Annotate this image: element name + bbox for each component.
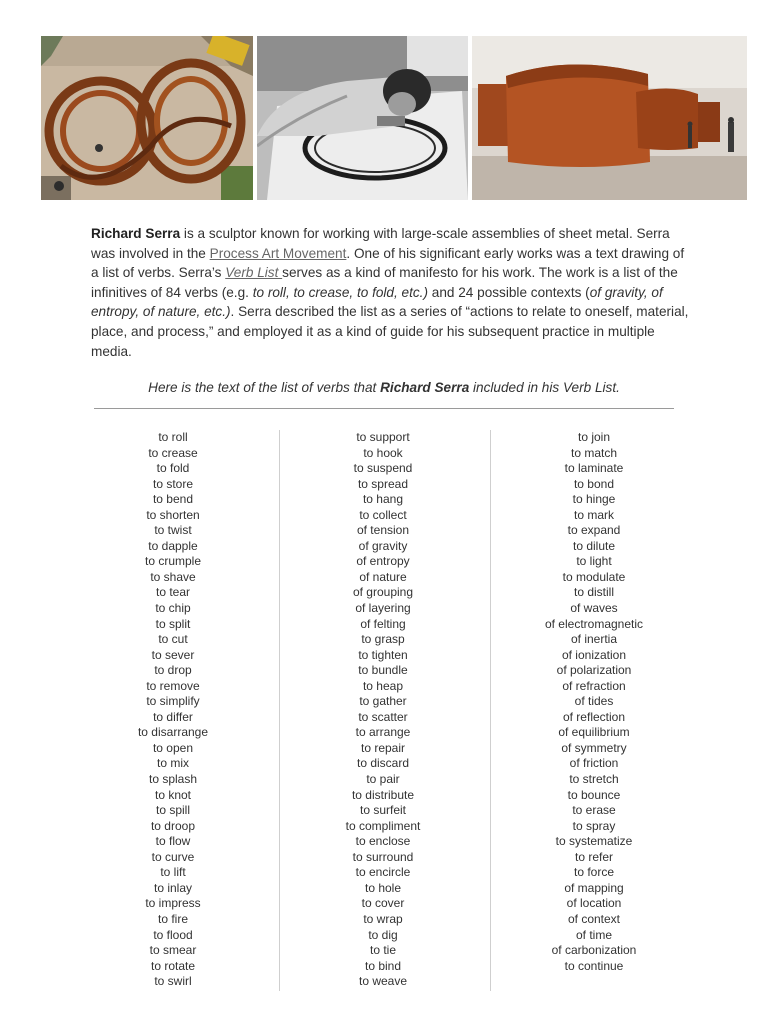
column-divider-2 — [490, 430, 491, 991]
verb-item: of equilibrium — [558, 725, 630, 740]
verb-item: to disarrange — [137, 725, 209, 740]
verb-item: to refer — [574, 849, 613, 864]
verb-item: to droop — [150, 818, 196, 833]
verb-item: to mix — [156, 756, 189, 771]
verb-item: to laminate — [564, 461, 624, 476]
artist-drawing-photo — [257, 36, 468, 200]
intro-text-5: . Serra described the list as a series of “actions to relate to oneself, material, place, and process,” and employed it as a kind of guide for his subsequent practice in multiple media. — [91, 304, 689, 359]
verb-item: of layering — [355, 601, 411, 616]
verb-item: to erase — [572, 803, 616, 818]
intro-text-4: and 24 possible contexts ( — [428, 284, 590, 300]
verb-item: to dilute — [572, 538, 616, 553]
verb-item: to hole — [364, 880, 402, 895]
verb-item: to spray — [572, 818, 616, 833]
verb-item: to fire — [157, 911, 188, 926]
verb-item: to spread — [357, 476, 409, 491]
verb-item: to rotate — [150, 958, 196, 973]
caption-text-post: included in his Verb List. — [469, 380, 620, 395]
caption-text-pre: Here is the text of the list of verbs that — [148, 380, 381, 395]
verb-item: of felting — [360, 616, 406, 631]
verb-list-link[interactable]: Verb List — [225, 265, 283, 281]
verb-item: to sever — [151, 647, 195, 662]
caption-artist-name: Richard Serra — [380, 380, 470, 395]
verb-item: of friction — [569, 756, 619, 771]
verb-item: to light — [576, 554, 612, 569]
verb-item: to open — [152, 740, 194, 755]
verb-item: of entropy — [356, 554, 410, 569]
verb-item: to encircle — [355, 865, 411, 880]
verb-item: to bounce — [567, 787, 621, 802]
verb-item: of polarization — [556, 663, 632, 678]
verb-item: to twist — [154, 523, 192, 538]
verb-item: of refraction — [562, 678, 626, 693]
verb-item: to flood — [153, 927, 193, 942]
verb-item: to simplify — [146, 694, 200, 709]
verb-item: to impress — [145, 896, 201, 911]
verb-item: of symmetry — [561, 740, 627, 755]
verb-item: to shave — [150, 569, 196, 584]
photo-strip — [41, 36, 747, 200]
verb-item: to gather — [359, 694, 407, 709]
verb-item: of carbonization — [551, 943, 637, 958]
verb-item: to roll — [158, 430, 188, 444]
verb-item: to repair — [360, 740, 406, 755]
verb-item: to lift — [160, 865, 186, 880]
verb-item: to surfeit — [359, 803, 407, 818]
verb-item: to store — [152, 476, 194, 491]
verb-item: of tension — [356, 523, 410, 538]
verb-item: to drop — [154, 663, 192, 678]
verb-item: to swirl — [154, 974, 192, 989]
verb-item: to collect — [359, 507, 407, 522]
verb-item: to systematize — [555, 834, 633, 849]
verb-item: to crumple — [144, 554, 202, 569]
verb-item: of location — [566, 896, 622, 911]
intro-italic-contexts: of gravity, of entropy, of nature, etc.) — [91, 284, 663, 320]
verb-item: to modulate — [562, 569, 626, 584]
verb-item: to flow — [155, 834, 191, 849]
verb-item: to bind — [364, 958, 402, 973]
artist-name: Richard Serra — [91, 226, 181, 241]
verb-item: to mark — [573, 507, 614, 522]
column-divider-1 — [279, 430, 280, 991]
intro-text-2: . One of his significant early works was a text drawing of a list of verbs. Serra’s — [91, 245, 685, 281]
verb-item: to suspend — [353, 461, 413, 476]
verb-item: to bond — [573, 476, 615, 491]
verb-item: to expand — [567, 523, 621, 538]
verb-item: to compliment — [345, 818, 421, 833]
verb-item: to surround — [352, 849, 414, 864]
steel-sculpture-aerial-photo — [41, 36, 253, 200]
verb-item: to support — [356, 430, 410, 444]
verb-item: to match — [570, 445, 618, 460]
verb-item: to crease — [148, 445, 198, 460]
intro-text-3: serves as a kind of manifesto for his work. The work is a list of the infinitives of 84 verbs (e.g. — [91, 265, 678, 300]
verb-item: to enclose — [355, 834, 411, 849]
verb-item: of tides — [574, 694, 614, 709]
verb-item: to scatter — [358, 709, 408, 724]
horizontal-divider — [94, 408, 674, 409]
verb-item: of mapping — [564, 880, 624, 895]
verb-item: to cut — [158, 632, 188, 647]
verb-item: of electromagnetic — [544, 616, 644, 631]
verb-item: to distribute — [351, 787, 415, 802]
verb-item: to discard — [356, 756, 410, 771]
verb-item: to stretch — [569, 772, 619, 787]
intro-text-1: is a sculptor known for working with large-scale assemblies of sheet metal. Serra was involved in the — [91, 226, 670, 261]
verb-item: to cover — [361, 896, 405, 911]
verb-item: to heap — [362, 678, 404, 693]
process-art-movement-link[interactable]: Process Art Movement — [209, 245, 347, 261]
verb-item: to smear — [149, 943, 197, 958]
verb-item: to shorten — [146, 507, 200, 522]
verb-item: to tear — [155, 585, 191, 600]
verb-item: to force — [573, 865, 615, 880]
verb-item: to tighten — [358, 647, 408, 662]
verb-item: to distill — [573, 585, 614, 600]
verb-item: to bundle — [358, 663, 408, 678]
verb-item: to continue — [564, 958, 624, 973]
verb-item: to weave — [358, 974, 408, 989]
verb-column-1 — [78, 430, 268, 990]
verb-item: to inlay — [153, 880, 193, 895]
verb-column-2 — [288, 430, 478, 990]
verb-item: of time — [575, 927, 612, 942]
verb-item: to spill — [155, 803, 190, 818]
verb-item: of ionization — [561, 647, 627, 662]
verb-item: of grouping — [352, 585, 414, 600]
verb-item: to hook — [363, 445, 403, 460]
verb-item: to fold — [156, 461, 190, 476]
verb-item: to grasp — [361, 632, 405, 647]
verb-item: of reflection — [562, 709, 626, 724]
verb-item: to remove — [146, 678, 200, 693]
verb-item: to split — [155, 616, 191, 631]
list-caption — [91, 380, 677, 395]
gallery-sculptures-photo — [472, 36, 747, 200]
verb-item: of nature — [359, 569, 407, 584]
verb-item: to hang — [362, 492, 404, 507]
verb-item: to dapple — [148, 538, 198, 553]
verb-item: to join — [577, 430, 611, 444]
verb-item: to knot — [154, 787, 192, 802]
verb-item: of gravity — [358, 538, 408, 553]
verb-item: to chip — [155, 601, 191, 616]
verb-item: to curve — [151, 849, 195, 864]
intro-italic-examples: to roll, to crease, to fold, etc.) — [252, 284, 428, 300]
verb-item: to dig — [368, 927, 398, 942]
verb-item: to pair — [366, 772, 400, 787]
intro-paragraph — [91, 224, 691, 361]
verb-item: to differ — [153, 709, 193, 724]
verb-item: to hinge — [572, 492, 616, 507]
verb-item: to tie — [369, 943, 396, 958]
verb-item: to bend — [152, 492, 194, 507]
verb-item: to splash — [148, 772, 198, 787]
verb-item: of context — [567, 911, 621, 926]
verb-item: to arrange — [355, 725, 411, 740]
verb-column-3 — [499, 430, 689, 974]
verb-item: of inertia — [570, 632, 618, 647]
verb-item: of waves — [570, 601, 618, 616]
verb-item: to wrap — [363, 911, 403, 926]
